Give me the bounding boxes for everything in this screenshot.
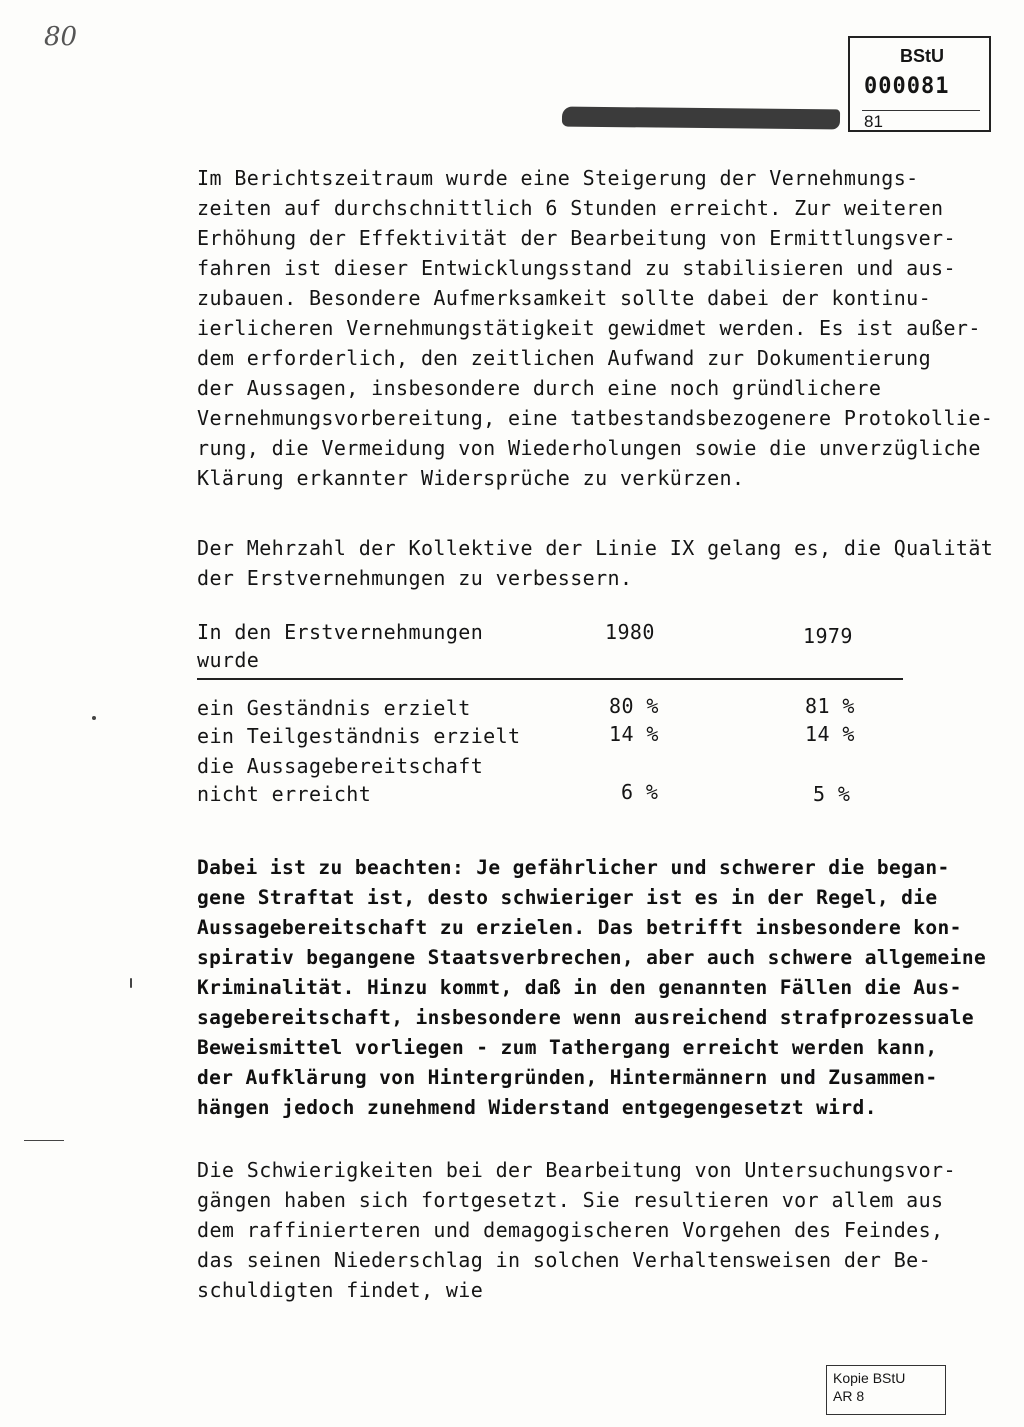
table-header-label: [197, 618, 483, 674]
row-label: [197, 694, 471, 722]
column-header-1980: 1980: [605, 620, 655, 644]
value-1979: 14 %: [805, 722, 855, 746]
text-line: wurde: [197, 648, 260, 672]
text-line: schuldigten findet, wie: [197, 1278, 484, 1302]
copy-stamp-line: Kopie BStU: [833, 1370, 906, 1386]
stamp-divider: [862, 110, 980, 111]
table-rule: [197, 678, 903, 680]
column-header-1979: 1979: [803, 624, 853, 648]
value-1979: 5 %: [813, 782, 851, 806]
archive-stamp: [848, 36, 991, 132]
text-line: In den Erstvernehmungen: [197, 620, 484, 644]
table-row: [197, 694, 903, 724]
text-line: Aussagebereitschaft zu erzielen. Das betrifft insbesondere kon-: [197, 916, 962, 939]
text-line: gängen haben sich fortgesetzt. Sie resultieren vor allem aus: [197, 1188, 944, 1212]
text-line: spirativ begangene Staatsverbrechen, aber auch schwere allgemeine: [197, 946, 987, 969]
value-1980: 14 %: [609, 722, 659, 746]
value-1980: 80 %: [609, 694, 659, 718]
text-line: sagebereitschaft, insbesondere wenn ausreichend strafprozessuale: [197, 1006, 974, 1029]
table-row: [197, 722, 903, 752]
stamp-org: BStU: [900, 46, 944, 66]
paragraph-1: [197, 163, 993, 493]
text-line: Beweismittel vorliegen - zum Tathergang erreicht werden kann,: [197, 1036, 938, 1059]
paragraph-4: [197, 1155, 956, 1305]
statistics-table: [197, 618, 907, 818]
handwritten-page-number: 80: [44, 22, 78, 52]
text-line: dem raffinierteren und demagogischeren Vorgehen des Feindes,: [197, 1218, 944, 1242]
scan-speck: [130, 978, 132, 988]
text-line: Klärung erkannter Widersprüche zu verkürzen.: [197, 466, 745, 490]
text-line: Vernehmungsvorbereitung, eine tatbestandsbezogenere Protokollie-: [197, 406, 994, 430]
text-line: hängen jedoch zunehmend Widerstand entgegengesetzt wird.: [197, 1096, 877, 1119]
text-line: ierlicheren Vernehmungstätigkeit gewidmet werden. Es ist außer-: [197, 316, 981, 340]
text-line: Der Mehrzahl der Kollektive der Linie IX gelang es, die Qualität: [197, 536, 994, 560]
redaction-bar: [562, 107, 840, 130]
text-line: Kriminalität. Hinzu kommt, daß in den genannten Fällen die Aus-: [197, 976, 962, 999]
row-label: [197, 752, 483, 808]
text-line: Dabei ist zu beachten: Je gefährlicher und schwerer die began-: [197, 856, 950, 879]
text-line: dem erforderlich, den zeitlichen Aufwand zur Dokumentierung: [197, 346, 932, 370]
table-row: [197, 752, 903, 812]
paragraph-2: [197, 533, 993, 593]
text-line: gene Straftat ist, desto schwieriger ist es in der Regel, die: [197, 886, 938, 909]
value-1979: 81 %: [805, 694, 855, 718]
stamp-page: 81: [864, 112, 883, 131]
scan-speck: [24, 1140, 64, 1141]
text-line: die Aussagebereitschaft: [197, 754, 484, 778]
text-line: ein Geständnis erzielt: [197, 696, 471, 720]
copy-stamp-line: AR 8: [833, 1388, 865, 1404]
text-line: Die Schwierigkeiten bei der Bearbeitung von Untersuchungsvor-: [197, 1158, 956, 1182]
stamp-number: 000081: [864, 74, 950, 99]
text-line: fahren ist dieser Entwicklungsstand zu stabilisieren und aus-: [197, 256, 956, 280]
text-line: das seinen Niederschlag in solchen Verhaltensweisen der Be-: [197, 1248, 932, 1272]
scan-speck: [92, 716, 96, 720]
row-label: [197, 722, 520, 750]
text-line: der Aussagen, insbesondere durch eine noch gründlichere: [197, 376, 882, 400]
text-line: Erhöhung der Effektivität der Bearbeitung von Ermittlungsver-: [197, 226, 956, 250]
text-line: nicht erreicht: [197, 782, 372, 806]
text-line: der Erstvernehmungen zu verbessern.: [197, 566, 633, 590]
text-line: zeiten auf durchschnittlich 6 Stunden erreicht. Zur weiteren: [197, 196, 944, 220]
text-line: zubauen. Besondere Aufmerksamkeit sollte dabei der kontinu-: [197, 286, 932, 310]
text-line: ein Teilgeständnis erzielt: [197, 724, 521, 748]
copy-stamp: [826, 1365, 946, 1415]
value-1980: 6 %: [621, 780, 659, 804]
paragraph-3: [197, 853, 986, 1123]
text-line: Im Berichtszeitraum wurde eine Steigerung der Vernehmungs-: [197, 166, 919, 190]
text-line: rung, die Vermeidung von Wiederholungen sowie die unverzügliche: [197, 436, 981, 460]
text-line: der Aufklärung von Hintergründen, Hintermännern und Zusammen-: [197, 1066, 938, 1089]
